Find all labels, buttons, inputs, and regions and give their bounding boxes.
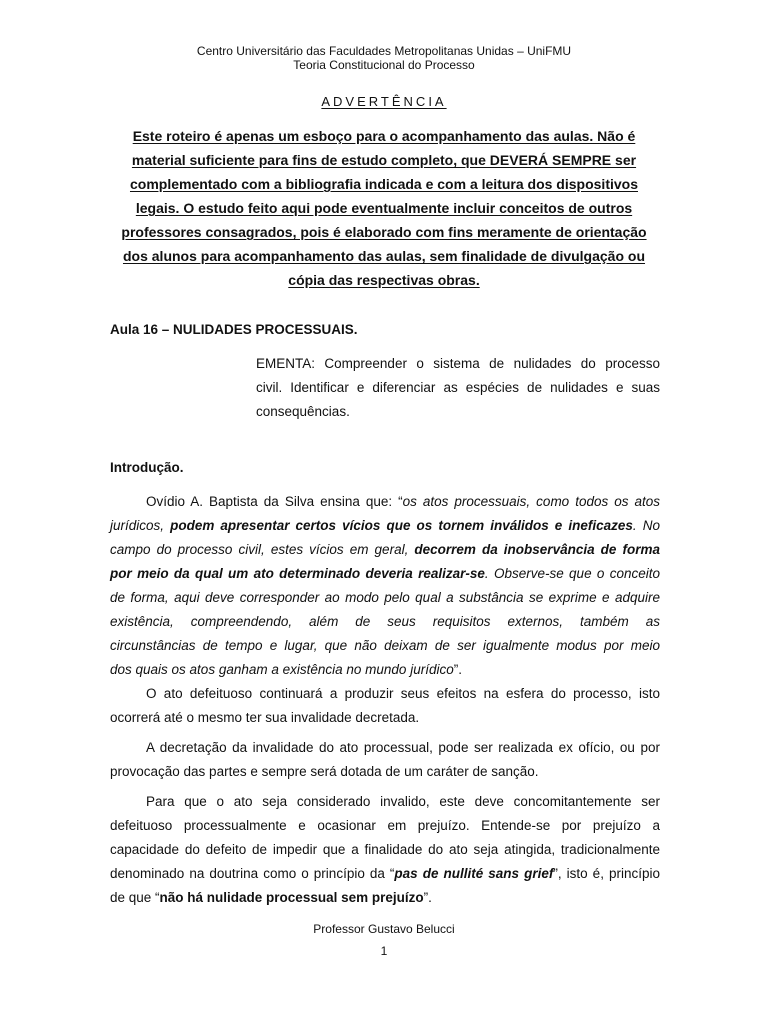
section-heading-introducao: Introdução.: [110, 460, 184, 475]
paragraph-line: provocação das partes e sempre será dotada de um caráter de sanção.: [110, 764, 539, 779]
paragraph-line: por meio da qual um ato determinado deveria realizar-se. Observe-se que o conceito: [110, 566, 660, 581]
paragraph-line: jurídicos, podem apresentar certos vícios que os tornem inválidos e ineficazes. No: [110, 518, 660, 533]
paragraph-4: [110, 790, 660, 910]
institution-name: Centro Universitário das Faculdades Metropolitanas Unidas – UniFMU: [196, 44, 572, 58]
paragraph-line: O ato defeituoso continuará a produzir seus efeitos na esfera do processo, isto: [146, 686, 660, 701]
paragraph-line: Ovídio A. Baptista da Silva ensina que: “os atos processuais, como todos os atos: [146, 494, 660, 509]
paragraph-line: defeituoso processualmente e ocasionar em prejuízo. Entende-se por prejuízo a: [110, 818, 660, 833]
paragraph-line: de que “não há nulidade processual sem prejuízo”.: [110, 890, 432, 905]
course-name: Teoria Constitucional do Processo: [293, 58, 475, 72]
paragraph-1: [110, 490, 660, 682]
ementa-line: EMENTA: Compreender o sistema de nulidades do processo: [256, 356, 660, 371]
warning-line: cópia das respectivas obras.: [288, 272, 480, 288]
paragraph-line: Para que o ato seja considerado invalido, este deve concomitantemente ser: [146, 794, 660, 809]
warning-line: professores consagrados, pois é elaborado com fins meramente de orientação: [121, 224, 647, 240]
paragraph-2: [110, 682, 660, 730]
warning-line: legais. O estudo feito aqui pode eventualmente incluir conceitos de outros: [135, 200, 633, 216]
warning-line: complementado com a bibliografia indicada e com a leitura dos dispositivos: [129, 176, 638, 192]
paragraph-line: ocorrerá até o mesmo ter sua invalidade decretada.: [110, 710, 420, 725]
warning-title: ADVERTÊNCIA: [321, 94, 447, 109]
page-number: 1: [380, 944, 388, 958]
paragraph-line: A decretação da invalidade do ato processual, pode ser realizada ex ofício, ou por: [146, 740, 660, 755]
paragraph-line: existência, compreendendo, além de seus requisitos externos, também as: [110, 614, 660, 629]
paragraph-line: denominado na doutrina como o princípio da “pas de nullité sans grief”, isto é, princípio: [110, 866, 661, 881]
paragraph-line: capacidade do defeito de impedir que a finalidade do ato seja atingida, tradicionalmente: [110, 842, 660, 857]
ementa-line: civil. Identificar e diferenciar as espécies de nulidades e suas: [256, 380, 660, 395]
warning-text: [108, 124, 660, 292]
lesson-title: Aula 16 – NULIDADES PROCESSUAIS.: [110, 322, 358, 337]
warning-line: dos alunos para acompanhamento das aulas, sem finalidade de divulgação ou: [122, 248, 646, 264]
warning-line: Este roteiro é apenas um esboço para o acompanhamento das aulas. Não é: [132, 128, 636, 144]
paragraph-line: circunstâncias de tempo e lugar, que não deixam de ser igualmente modus por meio: [110, 638, 660, 653]
paragraph-line: campo do processo civil, estes vícios em geral, decorrem da inobservância de forma: [110, 542, 660, 557]
paragraph-3: [110, 736, 660, 784]
page-header: [0, 44, 768, 72]
paragraph-line: de forma, aqui deve corresponder ao modo pelo qual a substância se exprime e adquire: [110, 590, 660, 605]
footer-professor: Professor Gustavo Belucci: [313, 922, 455, 936]
ementa-block: [256, 352, 660, 424]
ementa-line: consequências.: [256, 404, 350, 419]
paragraph-line: dos quais os atos ganham a existência no mundo jurídico”.: [110, 662, 462, 677]
warning-line: material suficiente para fins de estudo completo, que DEVERÁ SEMPRE ser: [131, 152, 637, 168]
